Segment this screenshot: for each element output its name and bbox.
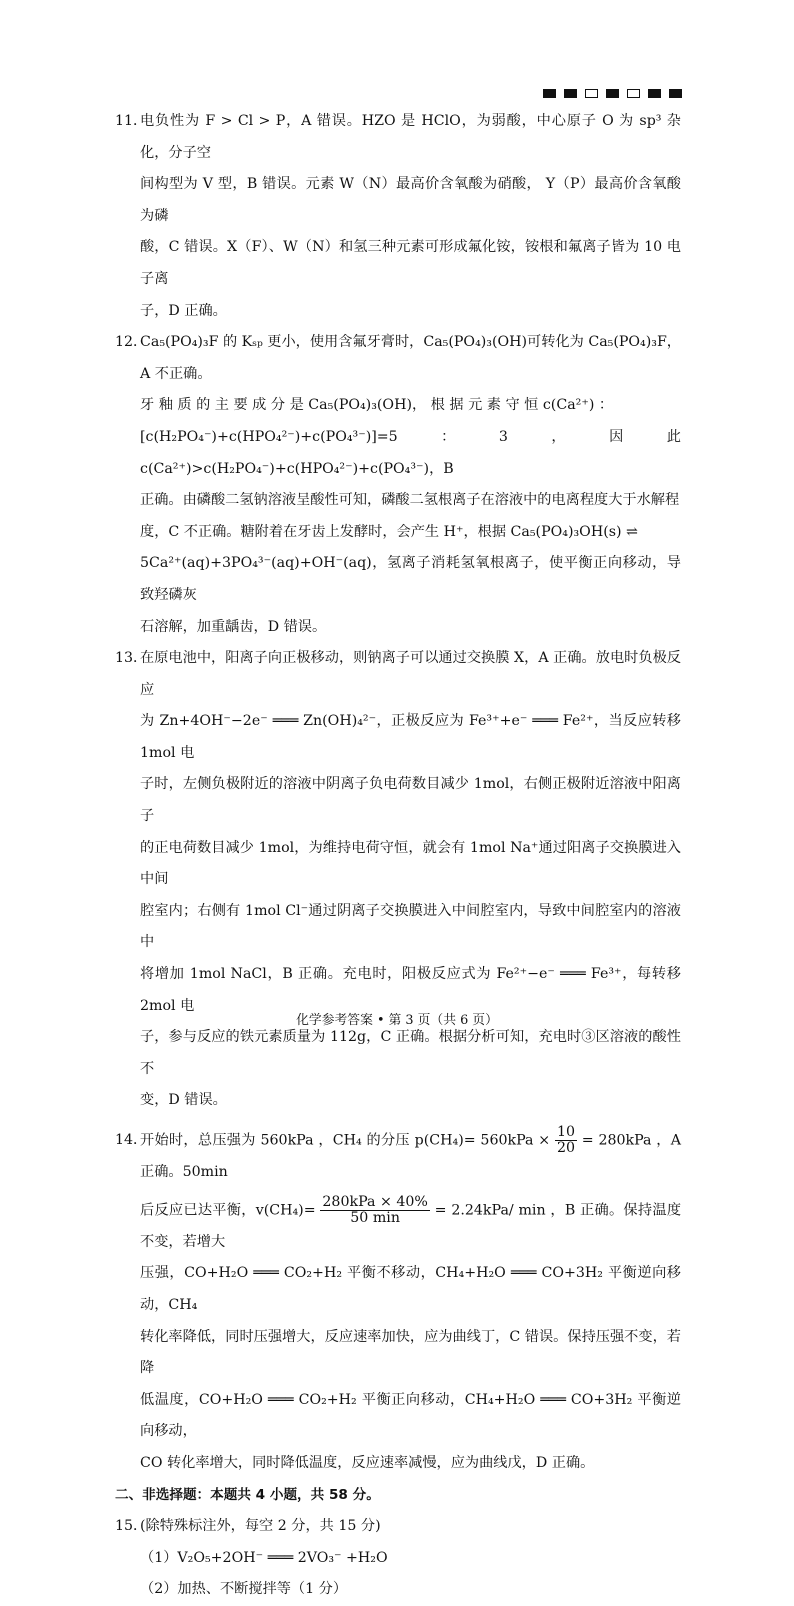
question-number: 12． <box>115 334 148 351</box>
text-line <box>140 1195 681 1259</box>
text-line: 子，D 正确。 <box>140 302 227 319</box>
text-line: 5Ca²⁺(aq)+3PO₄³⁻(aq)+OH⁻(aq)，氢离子消耗氢氧根离子，使平衡正向移动，导致羟磷灰 <box>140 555 681 603</box>
text-line: 变，D 错误。 <box>140 1092 227 1109</box>
text-line: [c(H₂PO₄⁻)+c(HPO₄²⁻)+c(PO₄³⁻)]=5：3，因此 c(Ca²⁺)>c(H₂PO₄⁻)+c(HPO₄²⁻)+c(PO₄³⁻)，B <box>140 428 681 477</box>
question-15 <box>115 1511 681 1543</box>
header-mark <box>627 89 640 98</box>
text-segment: 后反应已达平衡，v(CH₄)= <box>140 1202 316 1219</box>
text-line: (除特殊标注外，每空 2 分，共 15 分) <box>140 1518 381 1535</box>
text-line: 将增加 1mol NaCl，B 正确。充电时，阳极反应式为 Fe²⁺−e⁻ ═══ Fe³⁺，每转移 2mol 电 <box>140 966 681 1014</box>
section-heading: 二、非选择题：本题共 4 小题，共 58 分。 <box>115 1486 380 1503</box>
text-segment: = 2.24kPa/ min ，B 正确。保持温度不变，若增大 <box>140 1202 682 1250</box>
text-line: 转化率降低，同时压强增大，反应速率加快，应为曲线丁，C 错误。保持压强不变，若降 <box>140 1328 681 1377</box>
text-line: 子，参与反应的铁元素质量为 112g，C 正确。根据分析可知，充电时③区溶液的酸性不 <box>140 1029 681 1077</box>
text-segment: = 280kPa ，A 正确。50min <box>140 1132 682 1181</box>
fraction-denominator: 50 min <box>350 1209 400 1226</box>
question-number: 13． <box>115 650 148 667</box>
question-13 <box>115 643 681 1117</box>
fraction <box>320 1195 429 1226</box>
text-line: 酸，C 错误。X（F）、W（N）和氢三种元素可形成氟化铵，铵根和氟离子皆为 10 电子离 <box>140 239 681 287</box>
text-line: 牙 釉 质 的 主 要 成 分 是 Ca₅(PO₄)₃(OH)， 根 据 元 素 守 恒 c(Ca²⁺) ： <box>140 397 614 414</box>
fraction-denominator: 20 <box>556 1140 575 1156</box>
header-mark <box>606 89 619 98</box>
question-11 <box>115 106 681 327</box>
header-marks <box>543 89 682 98</box>
question-number: 15． <box>115 1518 148 1535</box>
fraction <box>555 1125 577 1156</box>
text-line: 子时，左侧负极附近的溶液中阴离子负电荷数目减少 1mol，右侧正极附近溶液中阳离子 <box>140 776 681 825</box>
text-line: 腔室内；右侧有 1mol Cl⁻通过阴离子交换膜进入中间腔室内，导致中间腔室内的溶液中 <box>140 902 681 951</box>
text-line: 的正电荷数目减少 1mol，为维持电荷守恒，就会有 1mol Na⁺通过阳离子交换膜进入中间 <box>140 839 681 888</box>
text-line: 压强，CO+H₂O ═══ CO₂+H₂ 平衡不移动，CH₄+H₂O ═══ CO+3H₂ 平衡逆向移动，CH₄ <box>140 1265 681 1313</box>
header-mark <box>564 89 577 98</box>
fraction-numerator: 280kPa × 40% <box>322 1193 428 1210</box>
page-footer: 化学参考答案 • 第 3 页（共 6 页） <box>296 1013 498 1028</box>
text-line: 石溶解，加重龋齿，D 错误。 <box>140 618 327 635</box>
header-mark <box>669 89 682 98</box>
text-segment: 开始时，总压强为 560kPa ，CH₄ 的分压 p(CH₄)= 560kPa × <box>140 1132 551 1149</box>
text-line: Ca₅(PO₄)₃F 的 Kₛₚ 更小，使用含氟牙膏时，Ca₅(PO₄)₃(OH)可转化为 Ca₅(PO₄)₃F，A 不正确。 <box>140 334 681 382</box>
fraction-numerator: 10 <box>556 1124 575 1140</box>
question-14 <box>115 1125 681 1480</box>
header-mark <box>648 89 661 98</box>
header-mark <box>585 89 598 98</box>
question-12 <box>115 327 681 643</box>
text-line: 为 Zn+4OH⁻−2e⁻ ═══ Zn(OH)₄²⁻，正极反应为 Fe³⁺+e⁻ ═══ Fe²⁺，当反应转移 1mol 电 <box>140 713 681 761</box>
text-line: 间构型为 V 型，B 错误。元素 W（N）最高价含氧酸为硝酸， Y（P）最高价含氧酸为磷 <box>140 176 681 224</box>
text-line: 正确。由磷酸二氢钠溶液呈酸性可知，磷酸二氢根离子在溶液中的电离程度大于水解程 <box>140 492 680 509</box>
text-line: CO 转化率增大，同时降低温度，反应速率减慢，应为曲线戊，D 正确。 <box>140 1454 595 1471</box>
text-line: 在原电池中，阳离子向正极移动，则钠离子可以通过交换膜 X，A 正确。放电时负极反应 <box>140 650 681 698</box>
text-line: 度，C 不正确。糖附着在牙齿上发酵时，会产生 H⁺，根据 Ca₅(PO₄)₃OH(s) ⇌ <box>140 523 638 540</box>
text-line: 低温度，CO+H₂O ═══ CO₂+H₂ 平衡正向移动，CH₄+H₂O ═══ CO+3H₂ 平衡逆向移动， <box>140 1391 681 1440</box>
answer-line: （2）加热、不断搅拌等（1 分） <box>140 1581 348 1598</box>
answer-line: （1）V₂O₅+2OH⁻ ═══ 2VO₃⁻ +H₂O <box>140 1549 388 1566</box>
question-number: 11． <box>115 113 148 129</box>
header-mark <box>543 89 556 98</box>
text-line <box>140 1125 681 1189</box>
answer-content <box>115 106 681 1606</box>
question-number: 14． <box>115 1132 148 1148</box>
text-line: 电负性为 F > Cl > P，A 错误。HZO 是 HClO，为弱酸，中心原子 O 为 sp³ 杂化，分子空 <box>140 113 681 161</box>
